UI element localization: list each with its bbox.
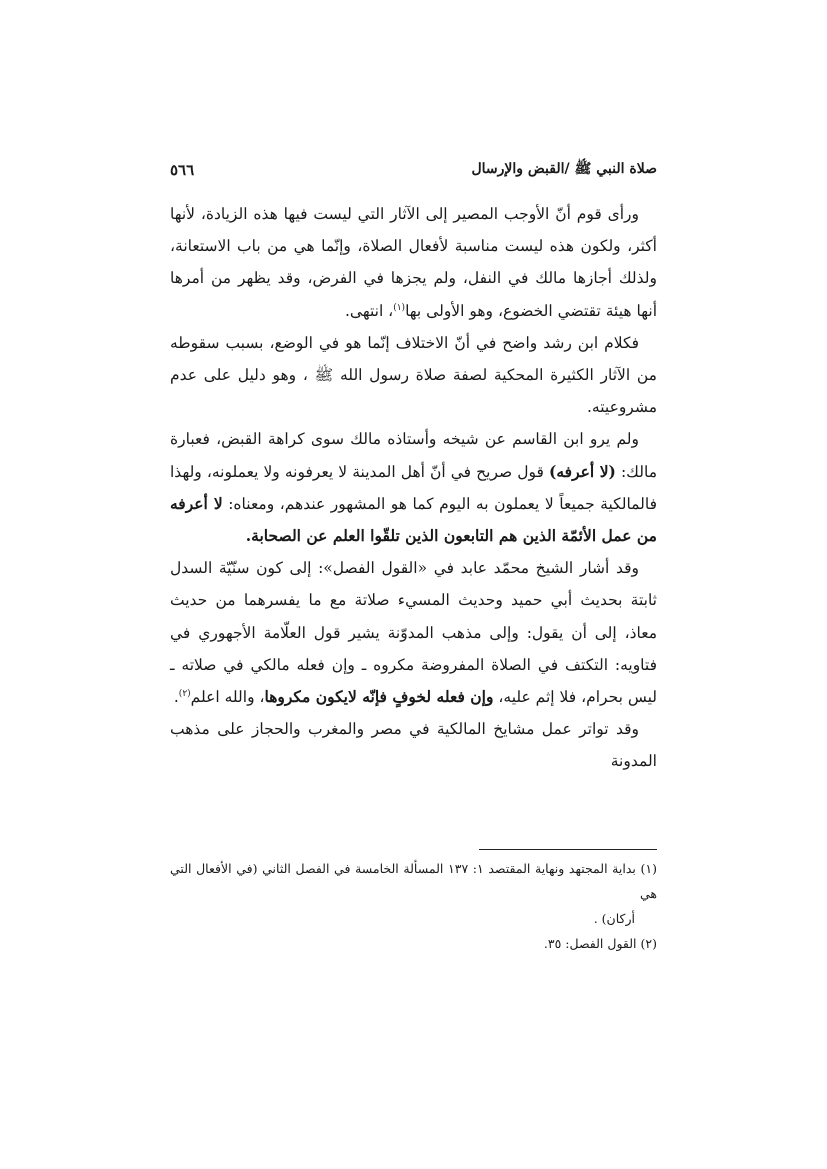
paragraph-4-text-a: وقد أشار الشيخ محمّد عابد في «القول الفصل»: إلى كون سنّيّة السدل ثابتة بحديث أبي حميد وحديث المسيء صلاتة مع ما يفسرهما من حديث معاذ، إلى أن يقول: وإلى مذهب المدوّنة يشير قول العلّامة الأجهوري في فتاويه: التكتف في الصلاة المفروضة مكروه ـ وإن فعله مالكي في صلاته ـ ليس بحرام، فلا إثم عليه،: [170, 559, 657, 707]
page-header: [170, 158, 657, 182]
footnote-1-continued: أركان) .: [593, 911, 635, 926]
main-text: [170, 198, 657, 778]
paragraph-4-end: .: [173, 688, 179, 707]
paragraph-5: وقد تواتر عمل مشايخ المالكية في مصر والمغرب والحجاز على مذهب المدونة: [170, 720, 657, 771]
paragraph-3-emphasis: لا أعرفه من عمل الأئمّة الذين هم التابعون الذين تلقّوا العلم عن الصحابة.: [170, 493, 657, 546]
running-title: صلاة النبي ﷺ /القبض والإرسال: [471, 161, 657, 177]
paragraph-1: [170, 198, 657, 327]
footnote-ref-1[interactable]: (١): [393, 302, 406, 313]
paragraph-3-text-b: قول صريح في أنّ أهل المدينة لا يعرفونه ولا يعملونه، ولهذا فالمالكية جميعاً لا يعملون به اليوم كما هو المشهور عندهم، ومعناه:: [170, 462, 657, 513]
paragraph-4-text-b: ، والله اعلم: [190, 688, 265, 707]
footnotes: [170, 856, 657, 956]
paragraph-2: فكلام ابن رشد واضح في أنّ الاختلاف إنّما هو في الوضع، بسبب سقوطه من الآثار الكثيرة المحكية لصفة صلاة رسول الله ﷺ ، وهو دليل على عدم مشروعيته.: [170, 333, 657, 417]
footnote-1: (١) بداية المجتهد ونهاية المقتصد ١: ١٣٧ المسألة الخامسة في الفصل الثاني (في الأفعال التي هي: [170, 861, 657, 901]
paragraph-3-text-a: ولم يرو ابن القاسم عن شيخه وأستاذه مالك سوى كراهة القبض، فعبارة مالك:: [170, 430, 657, 481]
paragraph-4-emphasis: وإن فعله لخوفٍ فإنّه لايكون مكروها: [264, 687, 494, 707]
paragraph-3: [170, 423, 657, 552]
paragraph-3-quote: (لا أعرفه): [549, 461, 616, 481]
page-number: ٥٦٦: [170, 161, 195, 179]
paragraph-1-end: ، انتهى.: [344, 301, 394, 320]
footnote-ref-2[interactable]: (٢): [178, 688, 191, 699]
footnote-2: (٢) القول الفصل: ٣٥.: [543, 936, 657, 951]
paragraph-1-text: ورأى قوم أنّ الأوجب المصير إلى الآثار التي ليست فيها هذه الزيادة، لأنها أكثر، ولكون هذه ليست مناسبة لأفعال الصلاة، وإنّما هي من باب الاستعانة، ولذلك أجازها مالك في النفل، ولم يجزها في الفرض، وقد يظهر من أمرها أنها هيئة تقتضي الخضوع، وهو الأولى بها: [170, 205, 657, 320]
paragraph-4: [170, 552, 657, 713]
footnote-divider: [479, 849, 657, 850]
